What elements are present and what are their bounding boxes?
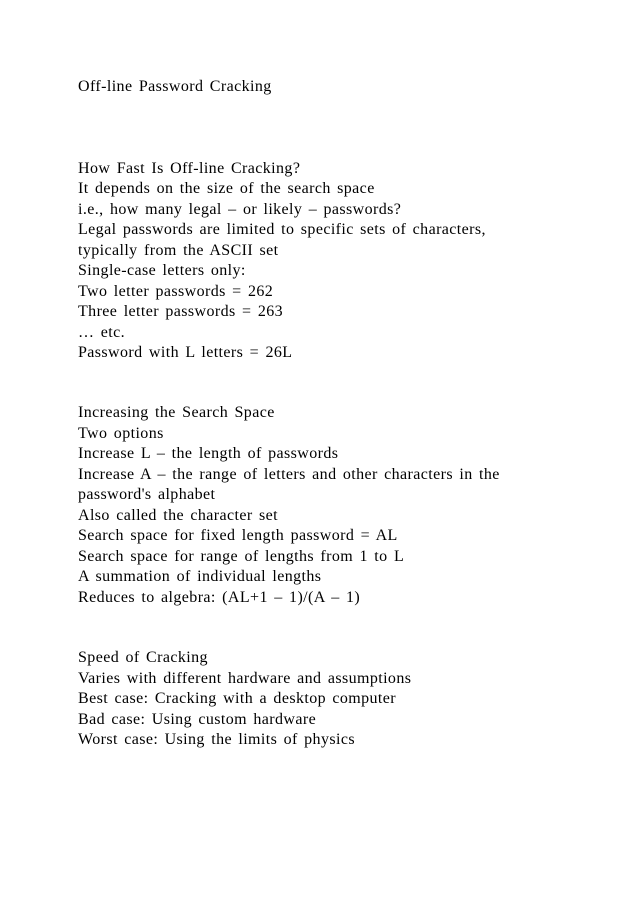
text-line: … etc.	[78, 324, 126, 341]
text-line: Search space for fixed length password = AL	[78, 527, 398, 544]
text-line: Search space for range of lengths from 1 to L	[78, 548, 405, 565]
text-line: A summation of individual lengths	[78, 568, 322, 585]
text-line: typically from the ASCII set	[78, 242, 279, 259]
text-line: Password with L letters = 26L	[78, 344, 293, 361]
text-line: Three letter passwords = 263	[78, 303, 284, 320]
text-line: Reduces to algebra: (AL+1 – 1)/(A – 1)	[78, 589, 361, 606]
text-line: Increase L – the length of passwords	[78, 445, 339, 462]
document-title: Off-line Password Cracking	[78, 78, 272, 95]
section-heading: How Fast Is Off-line Cracking?	[78, 160, 301, 177]
text-line: Also called the character set	[78, 507, 278, 524]
text-line: Varies with different hardware and assumptions	[78, 670, 412, 687]
text-line: It depends on the size of the search space	[78, 180, 375, 197]
text-line: Single-case letters only:	[78, 262, 246, 279]
text-line: Increase A – the range of letters and other characters in the	[78, 466, 500, 483]
text-line: Bad case: Using custom hardware	[78, 711, 317, 728]
text-line: Best case: Cracking with a desktop computer	[78, 690, 397, 707]
text-line: Worst case: Using the limits of physics	[78, 731, 355, 748]
text-line: Two letter passwords = 262	[78, 283, 274, 300]
text-line: Legal passwords are limited to specific sets of characters,	[78, 221, 486, 238]
text-line: i.e., how many legal – or likely – passwords?	[78, 201, 402, 218]
section-heading: Increasing the Search Space	[78, 404, 275, 421]
text-line: Two options	[78, 425, 164, 442]
text-line: password's alphabet	[78, 486, 216, 503]
section-heading: Speed of Cracking	[78, 649, 208, 666]
